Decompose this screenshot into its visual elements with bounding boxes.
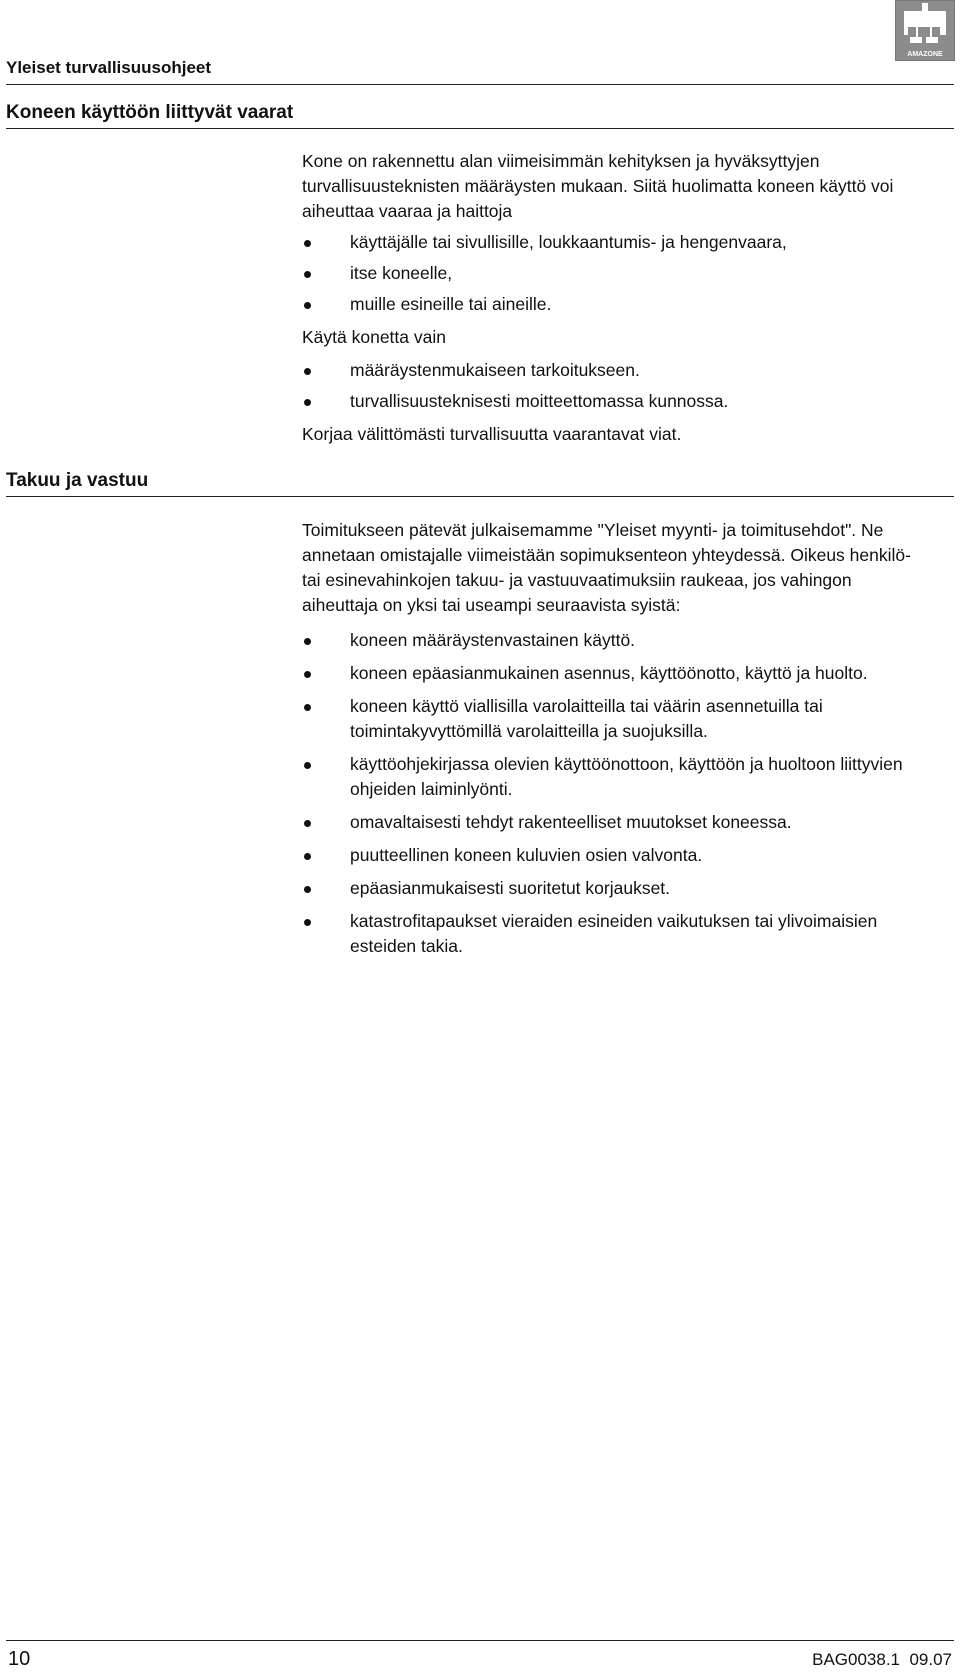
header-divider (6, 84, 954, 85)
list-item: epäasianmukaisesti suoritetut korjaukset. (302, 876, 932, 901)
list-item: katastrofitapaukset vieraiden esineiden vaikutuksen tai ylivoimaisien esteiden takia. (302, 909, 932, 959)
warranty-bullet-list (302, 628, 932, 959)
footer-divider (6, 1640, 954, 1641)
page-number: 10 (8, 1648, 31, 1670)
list-item: omavaltaisesti tehdyt rakenteelliset muutokset koneessa. (302, 810, 932, 835)
section-title-hazards: Koneen käyttöön liittyvät vaarat (6, 102, 294, 123)
list-item: koneen käyttö viallisilla varolaitteilla tai väärin asennetuilla tai toimintakyvyttömillä varolaitteilla ja suojuksilla. (302, 694, 932, 744)
running-header-title: Yleiset turvallisuusohjeet (6, 58, 212, 77)
list-item: koneen määräystenvastainen käyttö. (302, 628, 932, 653)
hazards-content (302, 149, 932, 447)
document-code: BAG0038.1 09.07 (812, 1650, 952, 1669)
list-item: määräystenmukaiseen tarkoitukseen. (302, 358, 932, 383)
hazards-intro: Kone on rakennettu alan viimeisimmän kehityksen ja hyväksyttyjen turvallisuusteknisten määräysten mukaan. Siitä huolimatta koneen käyttö voi aiheuttaa vaaraa ja haittoja (302, 151, 894, 221)
section-divider (6, 128, 954, 129)
list-item: käyttöohjekirjassa olevien käyttöönottoon, käyttöön ja huoltoon liittyvien ohjeiden laiminlyönti. (302, 752, 932, 802)
usage-bullet-list (302, 358, 932, 414)
warranty-intro: Toimitukseen pätevät julkaisemamme "Yleiset myynti- ja toimitusehdot". Ne annetaan omistajalle viimeistään sopimuksenteon yhteydessä. Oikeus henkilö- tai esinevahinkojen takuu- ja vastuuvaatimuksiin raukeaa, jos vahingon aiheuttaja on yksi tai useampi seuraavista syistä: (302, 520, 911, 615)
list-item: käyttäjälle tai sivullisille, loukkaantumis- ja hengenvaara, (302, 230, 932, 255)
list-item: puutteellinen koneen kuluvien osien valvonta. (302, 843, 932, 868)
hazards-bullet-list (302, 230, 932, 317)
warranty-content (302, 518, 932, 959)
list-item: muille esineille tai aineille. (302, 292, 932, 317)
use-only-text: Käytä konetta vain (302, 327, 446, 347)
list-item: koneen epäasianmukainen asennus, käyttöönotto, käyttö ja huolto. (302, 661, 932, 686)
fix-defects-text: Korjaa välittömästi turvallisuutta vaarantavat viat. (302, 424, 682, 444)
section-divider (6, 496, 954, 497)
list-item: turvallisuusteknisesti moitteettomassa kunnossa. (302, 389, 932, 414)
list-item: itse koneelle, (302, 261, 932, 286)
logo-text: AMAZONE (907, 51, 943, 58)
section-title-warranty: Takuu ja vastuu (6, 470, 149, 491)
amazone-logo (895, 0, 955, 61)
